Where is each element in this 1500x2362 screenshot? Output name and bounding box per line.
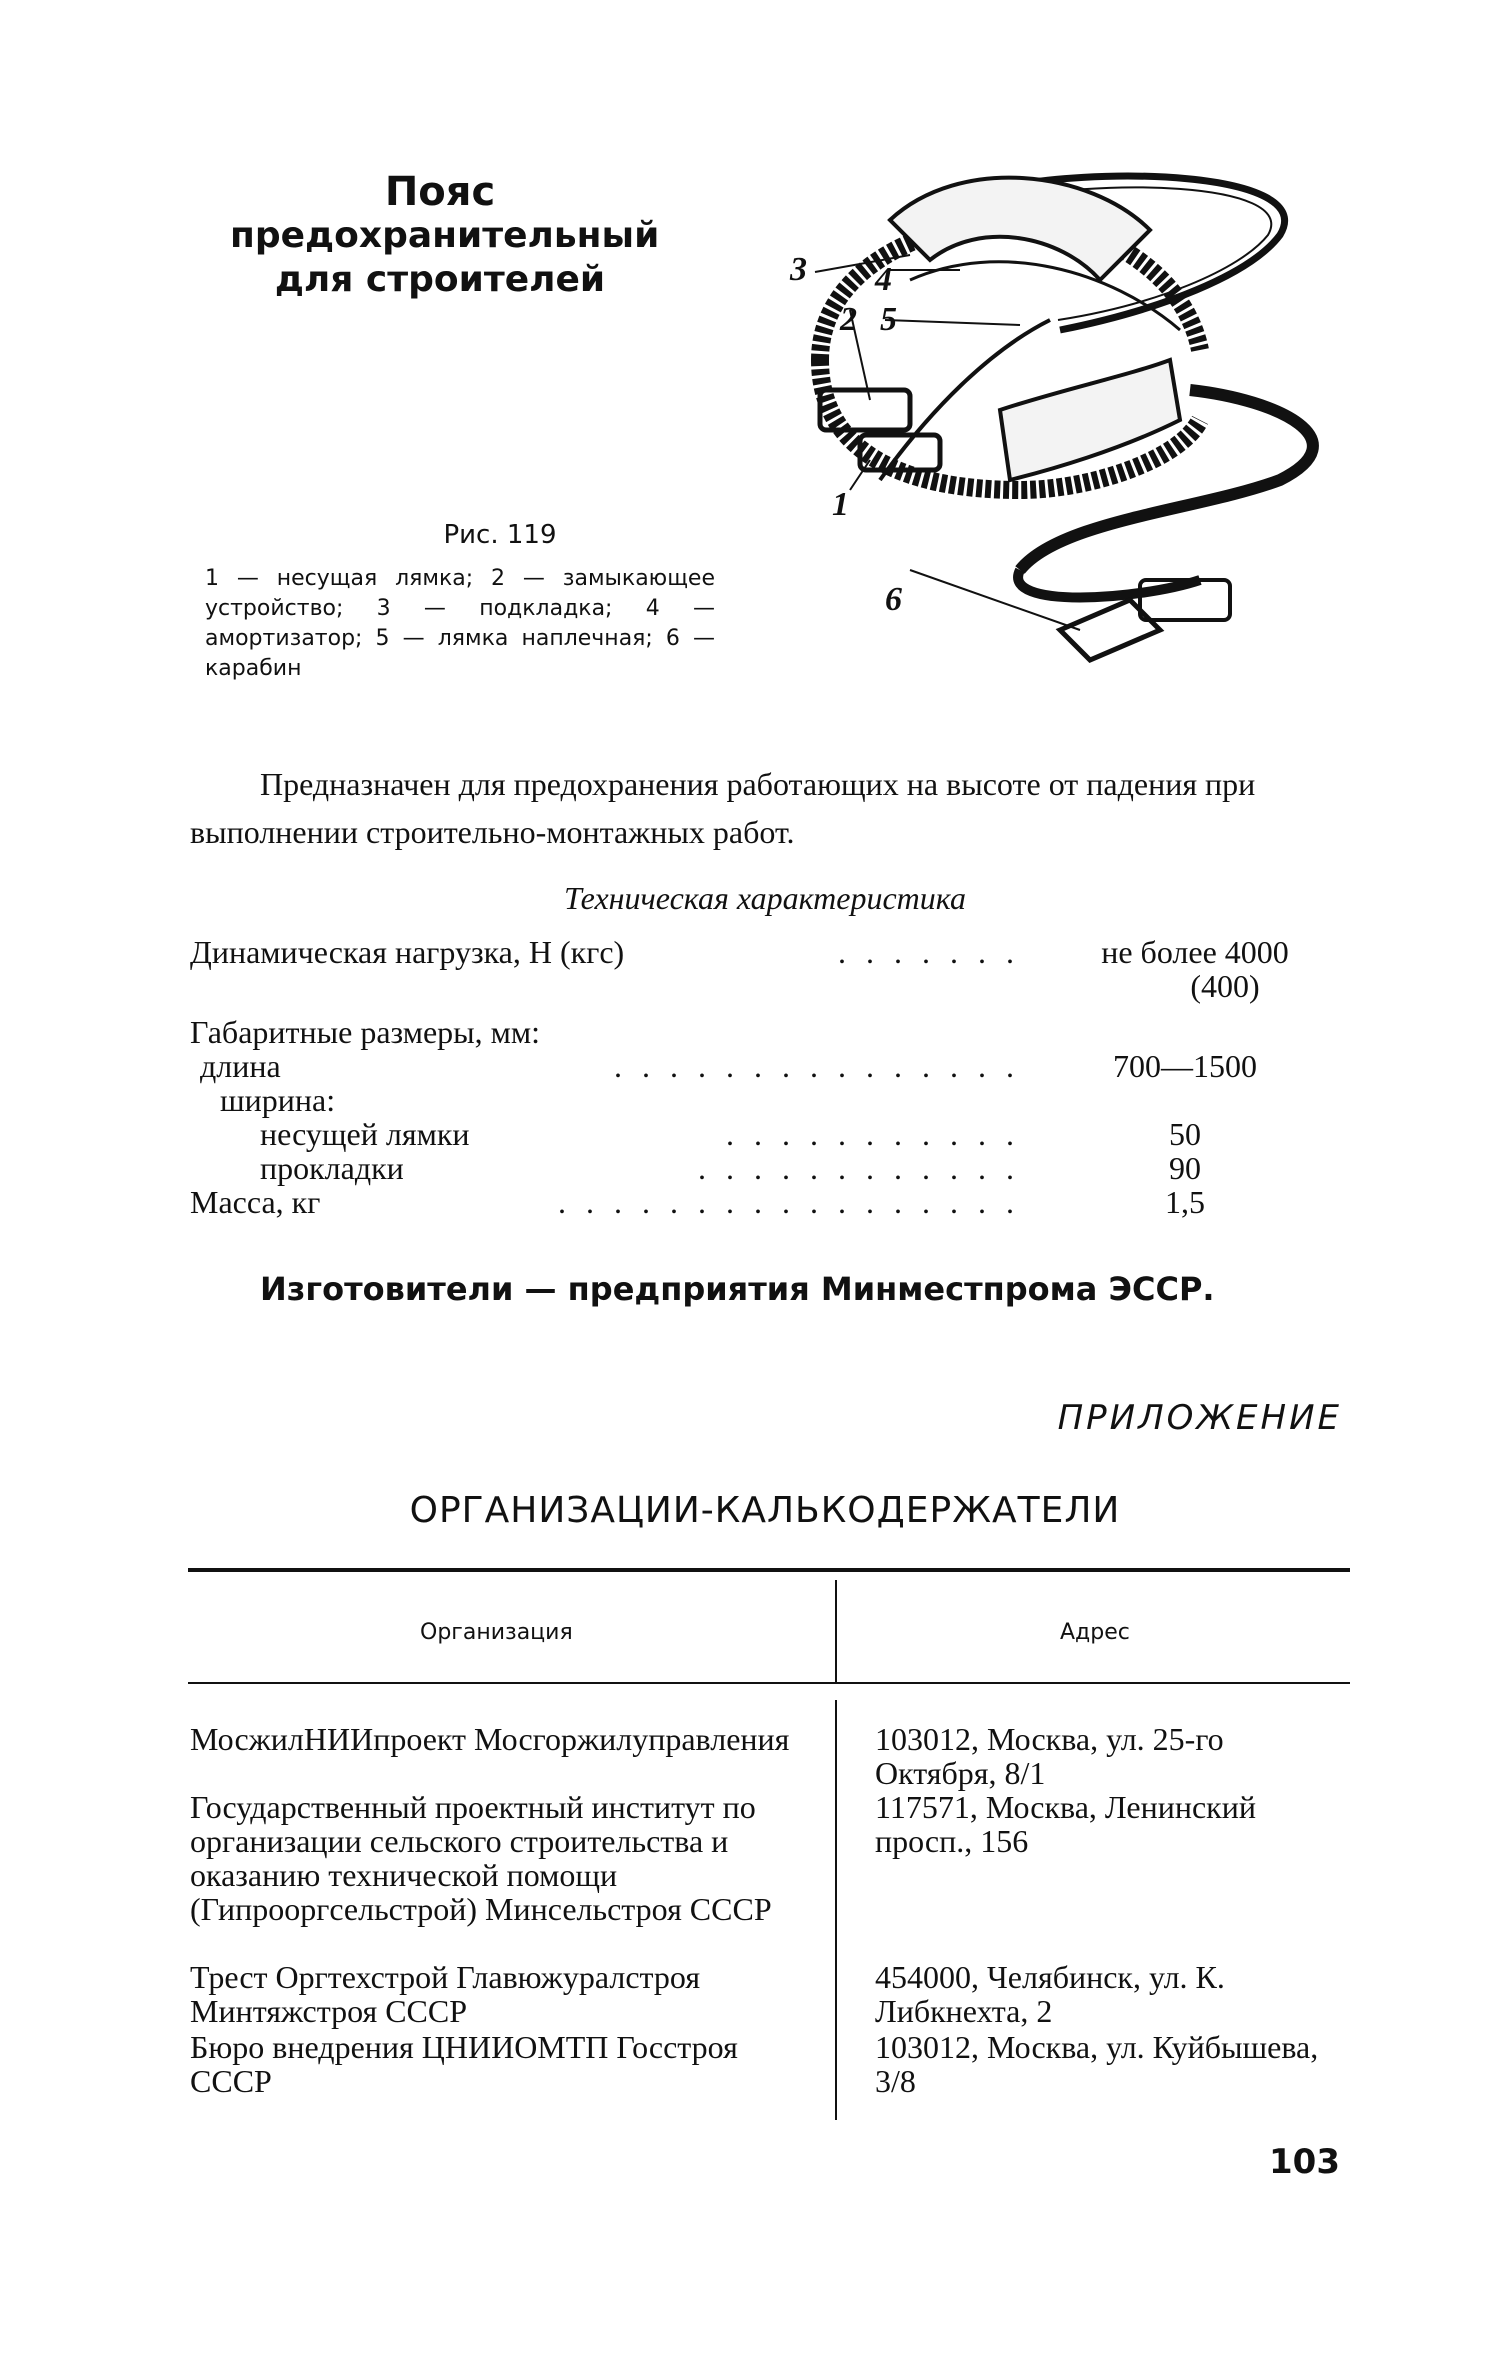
header-divider [835, 1580, 837, 1683]
table-cell-organization: Бюро внедрения ЦНИИОМТП Госстроя СССР [190, 2029, 738, 2099]
column-header-organization: Организация [420, 1620, 573, 1645]
figure-caption [205, 520, 715, 684]
spec-dots: . . . . . . . [838, 934, 1020, 970]
spec-dots: . . . . . . . . . . . [726, 1116, 1020, 1152]
spec-value: (400) [1190, 968, 1260, 1004]
spec-row [190, 1182, 1340, 1222]
header-bottom-rule [188, 1682, 1350, 1684]
purpose-paragraph: Предназначен для предохранения работающих на высоте от падения при выполнении строительно-монтажных работ. [190, 766, 1256, 850]
spec-label: Габаритные размеры, мм: [190, 1014, 541, 1050]
manufacturers: Изготовители — предприятия Минместпрома ЭССР. [260, 1270, 1215, 1308]
spec-value: 1,5 [1165, 1184, 1205, 1220]
spec-value: не более 4000 [1101, 934, 1289, 970]
callout-4: 4 [875, 261, 892, 298]
figure-number: Рис. 119 [443, 520, 557, 550]
callout-2: 2 [840, 301, 857, 338]
table-cell-organization: Государственный проектный институт по организации сельского строительства и оказанию технической помощи (Гипрооргсельстрой) Минсельстроя СССР [190, 1789, 772, 1927]
safety-belt-illustration [760, 160, 1340, 700]
spec-value: 90 [1169, 1150, 1201, 1186]
spec-value: 50 [1169, 1116, 1201, 1152]
spec-dots: . . . . . . . . . . . . . . . [614, 1048, 1020, 1084]
spec-label: Масса, кг [190, 1184, 321, 1220]
table-cell-organization: Трест Оргтехстрой Главюжуралстроя Минтяжстроя СССР [190, 1959, 701, 2029]
spec-heading: Техническая характеристика [564, 880, 966, 916]
column-header-address: Адрес [1060, 1620, 1130, 1645]
callout-1: 1 [832, 486, 849, 523]
spec-label: ширина: [220, 1082, 336, 1118]
table-cell-address: 103012, Москва, ул. 25-го Октября, 8/1 [875, 1721, 1224, 1791]
spec-value: 700—1500 [1113, 1048, 1257, 1084]
table-cell-organization: МосжилНИИпроект Мосгоржилуправления [190, 1721, 790, 1757]
spec-dots: . . . . . . . . . . . . [698, 1150, 1020, 1186]
spec-label: длина [200, 1048, 281, 1084]
title-line-1: Пояс [384, 169, 496, 215]
body-divider [835, 1700, 837, 2120]
table-cell-address: 117571, Москва, Ленинский просп., 156 [875, 1789, 1256, 1859]
spec-label: Динамическая нагрузка, Н (кгс) [190, 934, 625, 970]
callout-6: 6 [885, 581, 902, 618]
page-number: 103 [1269, 2142, 1340, 2182]
spec-label: несущей лямки [260, 1116, 470, 1152]
callout-3: 3 [790, 251, 807, 288]
product-title [230, 169, 660, 302]
table-top-rule [188, 1568, 1350, 1572]
spec-label: прокладки [260, 1150, 404, 1186]
callout-5: 5 [880, 301, 897, 338]
appendix-label: ПРИЛОЖЕНИЕ [1057, 1398, 1342, 1438]
appendix-title: ОРГАНИЗАЦИИ-КАЛЬКОДЕРЖАТЕЛИ [409, 1490, 1121, 1531]
figure-legend: 1 — несущая лямка; 2 — замыкающее устройство; 3 — подкладка; 4 — амортизатор; 5 — лямка наплечная; 6 — карабин [205, 566, 715, 681]
table-cell-address: 454000, Челябинск, ул. К. Либкнехта, 2 [875, 1959, 1225, 2029]
table-cell-address: 103012, Москва, ул. Куйбышева, 3/8 [875, 2029, 1319, 2099]
title-line-3: для строителей [274, 259, 606, 300]
spec-dots: . . . . . . . . . . . . . . . . . [558, 1184, 1020, 1220]
title-line-2: предохранительный [230, 215, 660, 256]
spec-row [190, 966, 1340, 1006]
